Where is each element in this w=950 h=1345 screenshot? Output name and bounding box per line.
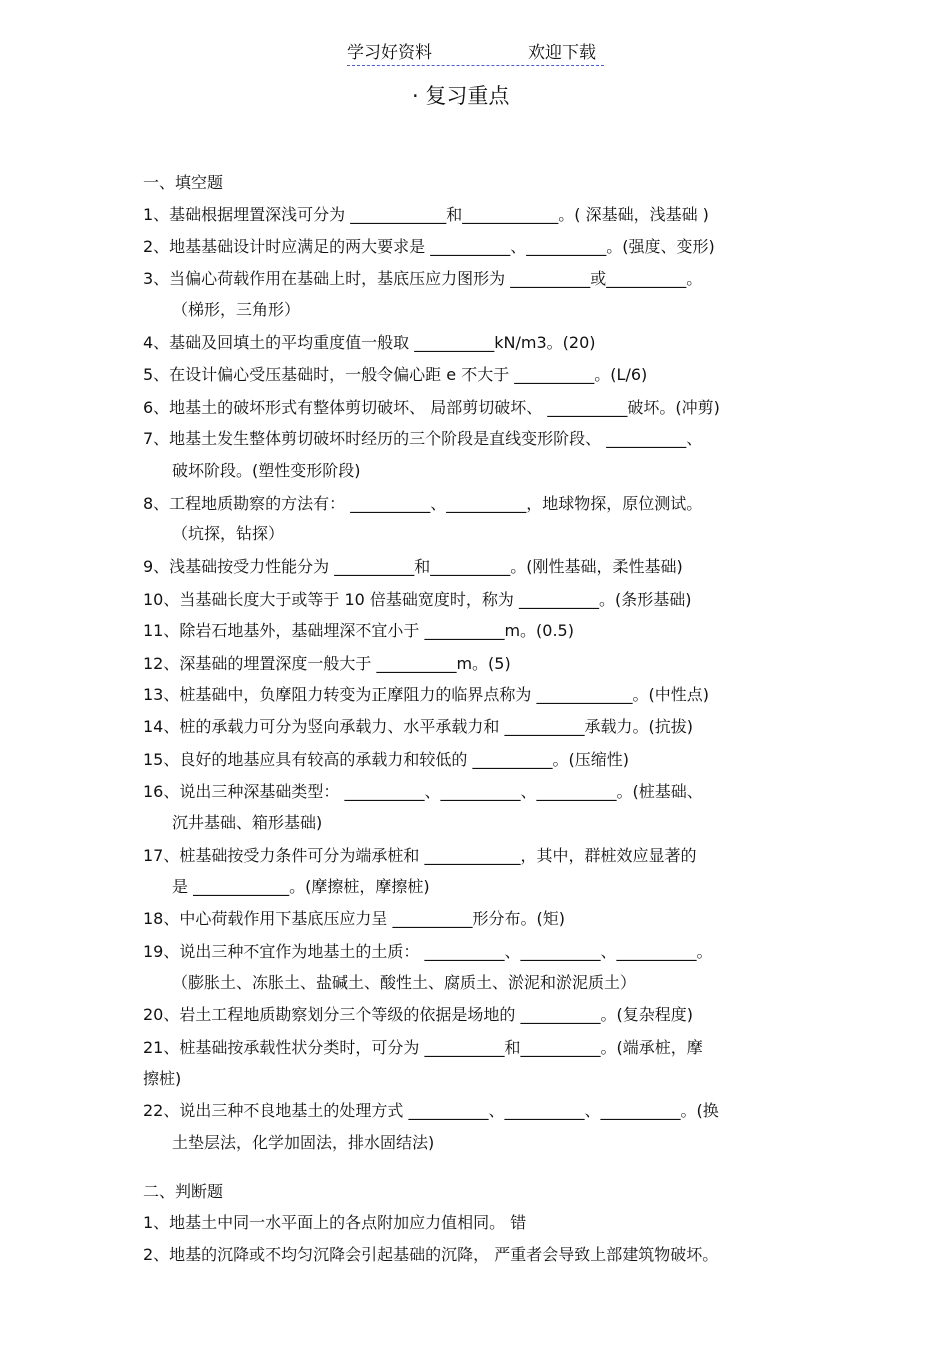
question-line: 20、岩土工程地质勘察划分三个等级的依据是场地的 __________。(复杂程度) [143,1005,693,1024]
question-line: 17、桩基础按受力条件可分为端承桩和 ____________，其中，群桩效应显著的 [143,846,697,865]
header-divider [347,65,604,66]
question-line: 16、说出三种深基础类型： __________、__________、__________。(桩基础、 [143,782,703,801]
question-line: 5、在设计偏心受压基础时，一般令偏心距 e 不大于 __________。(L/6) [143,365,648,384]
page-title: · 复习重点 [412,84,510,108]
question-line: 21、桩基础按承载性状分类时，可分为 __________和__________。(端承桩，摩 [143,1038,703,1057]
section-heading-fill-blank: 一、填空题 [143,173,224,192]
question-line: 22、说出三种不良地基土的处理方式 __________、__________、__________。(换 [143,1101,719,1120]
question-line: 15、良好的地基应具有较高的承载力和较低的 __________。(压缩性) [143,750,629,769]
question-line: 19、说出三种不宜作为地基土的土质： __________、__________、__________。 [143,942,713,961]
question-line: 14、桩的承载力可分为竖向承载力、水平承载力和 __________承载力。(抗拔) [143,717,693,736]
question-line: 2、地基基础设计时应满足的两大要求是 __________、__________。(强度、变形) [143,237,715,256]
question-continuation: 擦桩) [143,1069,182,1088]
question-line: 1、地基土中同一水平面上的各点附加应力值相同。 错 [143,1213,527,1232]
question-line: 2、地基的沉降或不均匀沉降会引起基础的沉降， 严重者会导致上部建筑物破坏。 [143,1245,719,1264]
question-line: 7、地基土发生整体剪切破坏时经历的三个阶段是直线变形阶段、 __________、 [143,429,703,448]
section-heading-true-false: 二、判断题 [143,1182,224,1201]
question-continuation: 沉井基础、箱形基础) [172,813,323,832]
question-line: 11、除岩石地基外，基础埋深不宜小于 __________m。(0.5) [143,621,574,640]
question-continuation: （坑探，钻探） [172,524,285,543]
question-line: 4、基础及回填土的平均重度值一般取 __________kN/m3。(20) [143,333,596,352]
question-continuation: （膨胀土、冻胀土、盐碱土、酸性土、腐质土、淤泥和淤泥质土） [172,973,637,992]
question-line: 9、浅基础按受力性能分为 __________和__________。(刚性基础，柔性基础) [143,557,683,576]
page-header-right: 欢迎下载 [528,43,596,63]
question-continuation: 土垫层法，化学加固法，排水固结法) [172,1133,435,1152]
question-line: 1、基础根据埋置深浅可分为 ____________和____________。( 深基础，浅基础 ) [143,205,709,224]
question-continuation: 破坏阶段。(塑性变形阶段) [172,461,361,480]
question-line: 8、工程地质勘察的方法有： __________、__________，地球物探，原位测试。 [143,494,703,513]
question-line: 3、当偏心荷载作用在基础上时，基底压应力图形为 __________或__________。 [143,269,703,288]
question-line: 10、当基础长度大于或等于 10 倍基础宽度时，称为 __________。(条形基础) [143,590,692,609]
question-line: 12、深基础的埋置深度一般大于 __________m。(5) [143,654,511,673]
question-line: 13、桩基础中，负摩阻力转变为正摩阻力的临界点称为 ____________。(中性点) [143,685,709,704]
question-line: 18、中心荷载作用下基底压应力呈 __________形分布。(矩) [143,909,565,928]
question-line: 6、地基土的破坏形式有整体剪切破坏、 局部剪切破坏、 __________破坏。(冲剪) [143,398,720,417]
question-continuation: 是 ____________。(摩擦桩，摩擦桩) [172,877,430,896]
question-continuation: （梯形，三角形） [172,300,301,319]
page-header-left: 学习好资料 [347,43,432,63]
